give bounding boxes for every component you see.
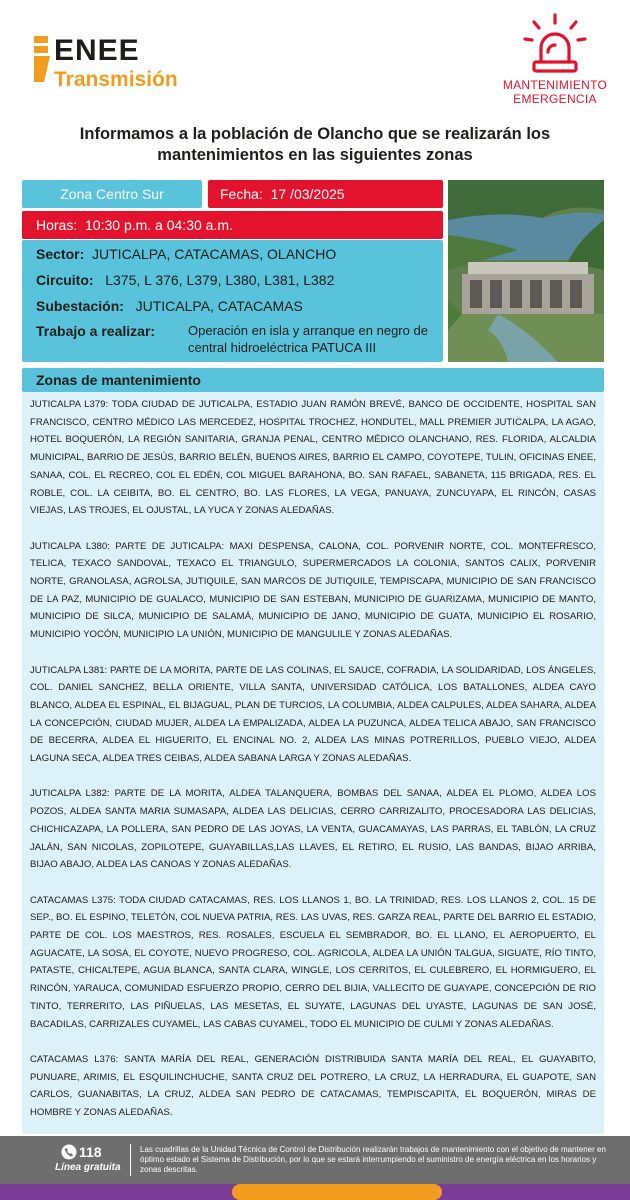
headline: Informamos a la población de Olancho que se realizarán los mantenimientos en las siguientes zonas: [79, 125, 551, 164]
header: [0, 0, 630, 120]
circuit-label: Circuito:: [36, 272, 94, 288]
date-row: [208, 180, 443, 208]
emergency-badge: [500, 12, 610, 112]
dam-photo: [448, 180, 604, 362]
alert-line-1: MANTENIMIENTO: [502, 78, 608, 92]
phone-icon: [61, 1144, 77, 1160]
hotline-number: 118: [79, 1144, 102, 1160]
substation-value: JUTICALPA, CATACAMAS: [135, 298, 303, 314]
logo-title: ENEE: [54, 34, 140, 67]
footer: [0, 1136, 630, 1184]
siren-icon: [520, 12, 590, 78]
sector-value: JUTICALPA, CATACAMAS, OLANCHO: [92, 246, 337, 262]
date-label: Fecha:: [220, 186, 263, 202]
zone-paragraph: JUTICALPA L380: PARTE DE JUTICALPA: MAXI DESPENSA, CALONA, COL. PORVENIR NORTE, COL. MONTEFRESCO, TELICA, TEXACO SANDOVAL, TEXACO EL TRIANGULO, SUPERMERCADOS LA COLONIA, SANTOS CALIX, PORVENIR NORTE, GRANOLASA, AGROLSA, JUTIQUILE, SAN MARCOS DE JUTIQUILE, TEMPISCAPA, MUNICIPIO DE SAN FRANCISCO DE LA PAZ, MUNICIPIO DE GUALACO, MUNICIPIO DE SAN ESTEBAN, MUNICIPIO DE GUARIZAMA, MUNICIPIO DE MANTO, MUNICIPIO DE SILCA, MUNICIPIO DE SALAMÁ, MUNICIPIO DE JANO, MUNICIPIO DE GUATA, MUNICIPIO EL ROSARIO, MUNICIPIO YOCÓN, MUNICIPIO LA UNIÓN, MUNICIPIO DE MANGULILE Y ZONAS ALEDAÑAS.: [30, 540, 596, 641]
sector-row: [22, 240, 443, 268]
enee-logo-icon: [30, 34, 52, 84]
hours-label: Horas:: [36, 217, 78, 233]
zone-paragraph: JUTICALPA L382: PARTE DE LA MORITA, ALDEA TALANQUERA, BOMBAS DEL SANAA, ALDEA EL PLOMO, ALDEA LOS POZOS, ALDEA SANTA MARIA SUMASAPA, ALDEA LAS DELICIAS, CERRO CARRIZALITO, PROCESADORA LAS DELICIAS, CHICHICAZAPA, LA POLLERA, SAN PEDRO DE LAS JOYAS, LA VENTA, GUACAMAYAS, LAS PARRAS, EL TABLÓN, LA CRUZ JALÁN, SAN NICOLAS, ZOPILOTEPE, GUAYABILLAS,LAS LLAVES, EL RETIRO, EL RUSIO, LAS BANDAS, BIJAO ARRIBA, BIJAO ABAJO, ALDEA LAS CANOAS Y ZONAS ALEDAÑAS.: [30, 788, 596, 871]
footer-notice: Las cuadrillas de la Unidad Técnica de Control de Distribución realizarán trabajos de mantenimiento con el objetivo de mantener en óptimo estado el Sistema de Distribución, por lo que se estará interrumpiendo el suministro de energía eléctrica en los horarios y zonas descritas.: [140, 1145, 606, 1174]
zones-list: [22, 392, 604, 1134]
sector-label: Sector:: [36, 246, 85, 262]
zone-paragraph: CATACAMAS L375: TODA CIUDAD CATACAMAS, RES. LOS LLANOS 1, BO. LA TRINIDAD, RES. LOS LLANOS 2, COL. 15 DE SEP., BO. EL ESPINO, TELETÓN, COL NUEVA PATRIA, RES. LAS UVAS, RES. GARZA REAL, PARTE DEL BARRIO EL ESTADIO, PARTE DE COL. LOS MAESTROS, RES. ROSALES, ESCUELA EL SEMBRADOR, BO. EL LLANO, EL AEROPUERTO, EL AGUACATE, LA SOSA, EL COYOTE, NUEVO PROGRESO, COL. AGRICOLA, ALDEA LA UNIÓN TALGUA, SIGUATE, RÍO TINTO, PATASTE, CHICALTEPE, AGUA BLANCA, SANTA CLARA, WINGLE, LOS CERRITOS, EL CULEBRERO, EL HORMIGUERO, EL RINCÓN, YARAUCA, COMUNIDAD ESFUERZO PROPIO, CERRO DEL BIJIA, VALLECITO DE GUAYAPE, CONCEPCIÓN DE RIO TINTO, TERRERITO, LAS PIÑUELAS, LAS MESETAS, EL SUYATE, LAGUNAS DEL UYASTE, LAGUNAS DE SAN JOSÉ, BACADILAS, CARRIZALES CUYAMEL, LAS CABAS CUYAMEL, TODO EL MUNICIPIO DE CULMI Y ZONAS ALEDAÑAS.: [30, 894, 596, 1030]
circuit-row: [22, 266, 443, 294]
bottom-stripe: [0, 1184, 630, 1200]
zone-paragraph: CATACAMAS L376: SANTA MARÍA DEL REAL, GENERACIÓN DISTRIBUIDA SANTA MARÍA DEL REAL, EL GUAYABITO, PUNUARE, ARIMIS, EL ESQUILINCHUCHE, SANTA CRUZ DEL POTRERO, LA CRUZ, LA HERRADURA, EL GUAPOTE, SAN CARLOS, GUANABITAS, LA CRUZ, ALDEA SAN PEDRO DE CATACAMAS, TEMPISCAPITA, EL BOQUERÓN, MIRAS DE HOMBRE Y ZONAS ALEDAÑAS.: [30, 1053, 596, 1119]
hours-value: 10:30 p.m. a 04:30 a.m.: [85, 217, 233, 233]
bottom-stripe-accent: [232, 1184, 442, 1200]
zone-label: Zona Centro Sur: [22, 180, 202, 208]
zone-paragraph: JUTICALPA L379: TODA CIUDAD DE JUTICALPA, ESTADIO JUAN RAMÓN BREVÉ, BANCO DE OCCIDENTE, HOSPITAL SAN FRANCISCO, CENTRO MÉDICO LAS MERCEDEZ, HOSPITAL TROCHEZ, HONDUTEL, MALL PREMIER JUTICALPA, LA AGAO, HOTEL BOQUERÓN, LA REGIÓN SANITARIA, GRANJA PENAL, CENTRO MÉDICO OLANCHANO, RES. FLORIDA, ALCALDIA MUNICIPAL, BARRIO DE JESÚS, BARRIO BELÉN, BUENOS AIRES, BARRIO EL CAMPO, COYOTEPE, TULIN, OFICINAS ENEE, SANAA, COL. EL RECREO, COL EL EDÉN, COL MIGUEL BARAHONA, BO. SAN RAFAEL, SABANETA, 115 BRIGADA, RES. EL ROBLE, COL. LA CEIBITA, BO. EL CENTRO, BO. LAS FLORES, LA VEGA, PANUAYA, ZUNCUYAPA, EL RINCÓN, CASAS VIEJAS, LAS TROJES, EL OJUSTAL, LA YUCA Y ZONAS ALEDAÑAS.: [30, 399, 596, 517]
hotline-label: Línea gratuita: [55, 1162, 121, 1173]
logo-subtitle: Transmisión: [54, 68, 178, 91]
hotline[interactable]: [55, 1144, 125, 1178]
zones-title: Zonas de mantenimiento: [22, 368, 604, 392]
alert-line-2: EMERGENCIA: [513, 92, 597, 106]
enee-logo: [30, 34, 250, 104]
footer-divider: [130, 1144, 131, 1176]
circuit-value: L375, L 376, L379, L380, L381, L382: [105, 272, 335, 288]
work-label: Trabajo a realizar:: [36, 323, 156, 339]
zone-paragraph: JUTICALPA L381: PARTE DE LA MORITA, PARTE DE LAS COLINAS, EL SAUCE, COFRADIA, LA SOLIDARIDAD, LOS ÁNGELES, COL. DANIEL SANCHEZ, BELLA ORIENTE, VILLA SANTA, UNIVERSIDAD CATÓLICA, LOS BATALLONES, ALDEA CAYO BLANCO, ALDEA EL ESPINAL, EL BIJAGUAL, PLAN DE TURCIOS, LA COLUMBIA, ALDEA CALPULES, ALDEA SAHARA, ALDEA LA CONCEPCIÓN, CIUDAD MUJER, ALDEA LA EMPALIZADA, ALDEA LA PUZUNCA, ALDEA TELICA ABAJO, SAN FRANCISCO DE BECERRA, ALDEA EL HIGUERITO, EL ENCINAL NO. 2, ALDEA LAS MINAS POTRERILLOS, PUEBLO VIEJO, ALDEA LAGUNA SECA, ALDEA TRES CEIBAS, ALDEA SABANA LARGA Y ZONAS ALEDAÑAS.: [30, 664, 596, 765]
date-value: 17 /03/2025: [270, 186, 345, 202]
substation-label: Subestación:: [36, 298, 124, 314]
work-value: Operación en isla y arranque en negro de central hidroeléctrica PATUCA III: [188, 323, 428, 355]
substation-row: [22, 292, 443, 320]
hours-row: [22, 211, 443, 239]
work-row: [22, 318, 443, 362]
